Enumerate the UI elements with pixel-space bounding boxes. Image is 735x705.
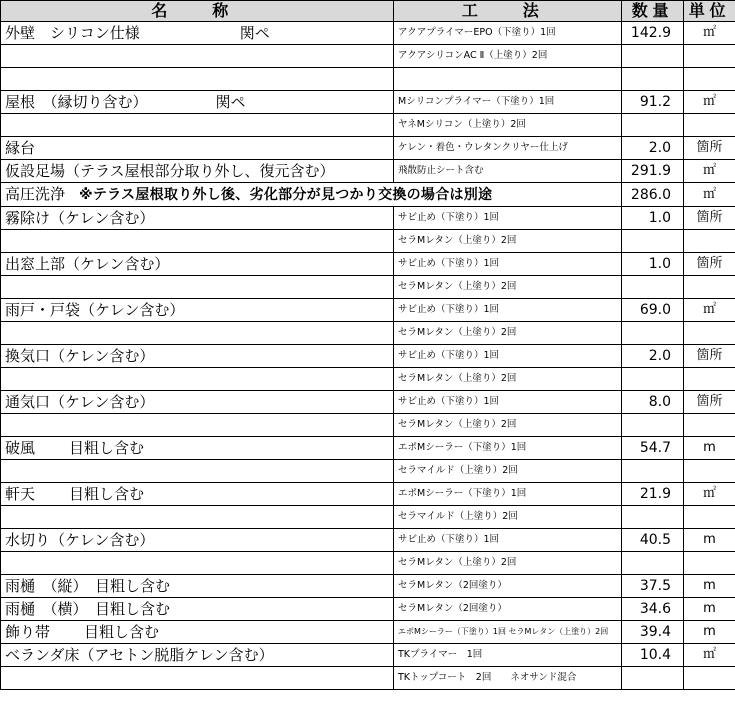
item-name [1,322,394,345]
table-row [1,391,735,414]
item-name: 通気口（ケレン含む） [1,391,394,414]
item-qty [622,68,684,91]
item-method: セラMレタン（上塗り）2回 [394,230,622,253]
item-qty: 8.0 [622,391,684,414]
item-unit [684,552,735,575]
table-row [1,621,735,644]
item-method: セラMレタン（2回塗り） [394,575,622,598]
table-row [1,529,735,552]
item-name-suffix: 目粗し含む [69,485,145,503]
table-row [1,345,735,368]
item-name-cell [1,483,394,506]
item-method: セラMレタン（上塗り）2回 [394,276,622,299]
item-name: 出窓上部（ケレン含む） [1,253,394,276]
table-row [1,253,735,276]
item-qty [622,230,684,253]
item-unit [684,506,735,529]
header-row [1,1,735,22]
item-unit: m [684,437,735,460]
item-name-suffix: 目粗し含む [84,623,160,641]
item-method: エポMシーラー（下塗り）1回 [394,437,622,460]
item-method: TKプライマー 1回 [394,644,622,667]
item-unit [684,368,735,391]
item-qty [622,114,684,137]
item-qty [622,414,684,437]
item-qty [622,667,684,690]
item-note: ※テラス屋根取り外し後、劣化部分が見つかり交換の場合は別途 [79,187,493,203]
table-row [1,276,735,299]
table-row [1,183,735,207]
item-unit [684,667,735,690]
header-qty: 数量 [622,1,684,22]
table-row [1,207,735,230]
item-name: 破風 [5,439,36,457]
item-qty: 142.9 [622,22,684,45]
table-row [1,22,735,45]
item-name-suffix: 関ペ [215,93,246,111]
item-qty [622,322,684,345]
item-method: アクアプライマーEPO（下塗り）1回 [394,22,622,45]
item-qty: 91.2 [622,91,684,114]
item-qty: 291.9 [622,160,684,183]
table-row [1,230,735,253]
table-row [1,575,735,598]
table-row [1,160,735,183]
item-method: サビ止め（下塗り）1回 [394,253,622,276]
item-qty: 40.5 [622,529,684,552]
item-qty: 1.0 [622,207,684,230]
item-method: セラMレタン（上塗り）2回 [394,322,622,345]
item-name: 霧除け（ケレン含む） [1,207,394,230]
table-row [1,414,735,437]
item-name-cell [1,183,622,207]
item-method: セラマイルド（上塗り）2回 [394,460,622,483]
item-name [1,230,394,253]
item-name [1,276,394,299]
item-qty: 34.6 [622,598,684,621]
item-name [1,506,394,529]
item-name: 屋根 （縁切り含む） [5,93,148,111]
item-method: Mシリコンプライマー（下塗り）1回 [394,91,622,114]
table-row [1,368,735,391]
item-unit: ㎡ [684,644,735,667]
item-name [1,552,394,575]
item-method: TKトップコート 2回 ネオサンド混合 [394,667,622,690]
item-qty: 54.7 [622,437,684,460]
item-method [394,68,622,91]
item-unit [684,322,735,345]
table-row [1,506,735,529]
header-unit: 単位 [684,1,735,22]
item-name-suffix: 目粗し含む [69,439,145,457]
item-name-cell [1,91,394,114]
table-row [1,137,735,160]
item-qty [622,45,684,68]
table-row [1,437,735,460]
item-unit [684,460,735,483]
item-method: サビ止め（下塗り）1回 [394,391,622,414]
item-method: セラMレタン（2回塗り） [394,598,622,621]
item-name-cell [1,22,394,45]
item-name-cell [1,437,394,460]
item-qty: 286.0 [622,183,684,207]
item-unit: 箇所 [684,345,735,368]
item-unit: ㎡ [684,183,735,207]
table-row [1,483,735,506]
header-name: 名 称 [1,1,394,22]
item-method: アクアシリコンAC Ⅱ（上塗り）2回 [394,45,622,68]
item-method: セラマイルド（上塗り）2回 [394,506,622,529]
item-name-suffix: 関ペ [239,24,270,42]
item-name: 縁台 [1,137,394,160]
item-unit: ㎡ [684,91,735,114]
item-method: サビ止め（下塗り）1回 [394,529,622,552]
item-unit: m [684,575,735,598]
item-qty: 1.0 [622,253,684,276]
item-method: 飛散防止シート含む [394,160,622,183]
item-unit: m [684,598,735,621]
item-method: サビ止め（下塗り）1回 [394,207,622,230]
table-row [1,45,735,68]
item-name: 飾り帯 [5,623,51,641]
item-method: エポMシーラー（下塗り）1回 セラMレタン（上塗り）2回 [394,621,622,644]
item-qty: 69.0 [622,299,684,322]
item-qty: 39.4 [622,621,684,644]
item-unit: ㎡ [684,22,735,45]
item-name-cell [1,621,394,644]
item-name: 高圧洗浄 [5,185,66,203]
item-method: セラMレタン（上塗り）2回 [394,368,622,391]
item-name: 軒天 [5,485,36,503]
item-name: 雨戸・戸袋（ケレン含む） [1,299,394,322]
table-row [1,552,735,575]
item-unit: 箇所 [684,391,735,414]
item-name: 雨樋 （縦） 目粗し含む [1,575,394,598]
item-qty [622,368,684,391]
item-name: 仮設足場（テラス屋根部分取り外し、復元含む） [1,160,394,183]
item-qty: 21.9 [622,483,684,506]
item-unit: m [684,529,735,552]
table-row [1,644,735,667]
item-method: エポMシーラー（下塗り）1回 [394,483,622,506]
item-unit [684,68,735,91]
item-unit: 箇所 [684,207,735,230]
item-method: サビ止め（下塗り）1回 [394,345,622,368]
item-unit [684,45,735,68]
item-name: ベランダ床（アセトン脱脂ケレン含む） [1,644,394,667]
item-unit: ㎡ [684,160,735,183]
item-unit [684,414,735,437]
table-row [1,114,735,137]
item-name: 水切り（ケレン含む） [1,529,394,552]
item-qty: 10.4 [622,644,684,667]
item-unit: 箇所 [684,253,735,276]
item-name: 換気口（ケレン含む） [1,345,394,368]
item-method: ケレン・着色・ウレタンクリヤー仕上げ [394,137,622,160]
table-row [1,667,735,690]
item-name [1,368,394,391]
item-name [1,414,394,437]
item-unit: m [684,621,735,644]
item-qty [622,276,684,299]
table-row [1,91,735,114]
item-unit: 箇所 [684,137,735,160]
item-name: 雨樋 （横） 目粗し含む [1,598,394,621]
item-qty [622,506,684,529]
table-row [1,598,735,621]
item-name [1,114,394,137]
item-unit [684,276,735,299]
table-row [1,460,735,483]
item-qty: 2.0 [622,345,684,368]
item-qty [622,460,684,483]
item-qty: 2.0 [622,137,684,160]
table-row [1,322,735,345]
item-method: セラMレタン（上塗り）2回 [394,552,622,575]
item-qty [622,552,684,575]
item-name [1,460,394,483]
item-unit: ㎡ [684,299,735,322]
item-unit [684,114,735,137]
item-method: ヤネMシリコン（上塗り）2回 [394,114,622,137]
table-row [1,68,735,91]
item-name [1,667,394,690]
item-unit: ㎡ [684,483,735,506]
header-method: 工 法 [394,1,622,22]
item-name [1,68,394,91]
item-method: セラMレタン（上塗り）2回 [394,414,622,437]
item-qty: 37.5 [622,575,684,598]
item-name: 外壁 シリコン仕様 [5,24,140,42]
item-name [1,45,394,68]
item-unit [684,230,735,253]
item-method: サビ止め（下塗り）1回 [394,299,622,322]
table-row [1,299,735,322]
